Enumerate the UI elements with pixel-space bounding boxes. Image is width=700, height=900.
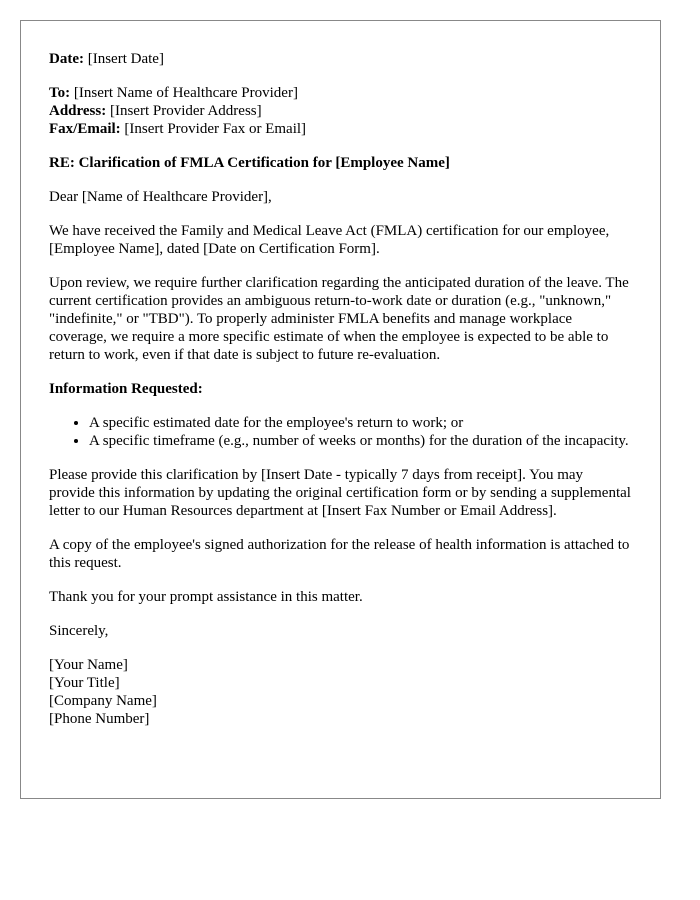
list-item: • A specific estimated date for the employee's return to work; or (89, 414, 632, 432)
subject-line: RE: Clarification of FMLA Certification for [Employee Name] (49, 155, 450, 171)
signer-title: [Your Title] (49, 675, 120, 691)
to-line (49, 84, 632, 102)
closing-word: Sincerely, (49, 623, 109, 639)
date-line (49, 50, 632, 68)
recipient-block (49, 84, 632, 138)
salutation: Dear [Name of Healthcare Provider], (49, 189, 272, 205)
requested-list (49, 414, 632, 450)
signature-block (49, 656, 632, 728)
requested-heading: Information Requested: (49, 381, 203, 397)
deadline-paragraph: Please provide this clarification by [Insert Date - typically 7 days from receipt]. You may provide this information by updating the original certification form or by sending a supplemental letter to our Human Resources department at [Insert Fax Number or Email Address]. (49, 467, 631, 519)
letter-document (20, 20, 661, 799)
address-value: [Insert Provider Address] (109, 103, 262, 119)
attachment-paragraph: A copy of the employee's signed authorization for the release of health information is attached to this request. (49, 537, 630, 571)
date-label: Date: (49, 51, 84, 67)
fax-line (49, 120, 632, 138)
address-label: Address: (49, 103, 107, 119)
review-paragraph: Upon review, we require further clarification regarding the anticipated duration of the leave. The current certification provides an ambiguous return-to-work date or duration (e.g., "unknown," "indefinite," or "TBD"). To properly administer FMLA benefits and manage workplace coverage, we require a more specific estimate of when the employee is expected to be able to return to work, even if that date is subject to future re-evaluation. (49, 275, 629, 363)
list-item: • A specific timeframe (e.g., number of weeks or months) for the duration of the incapacity. (89, 432, 632, 450)
intro-paragraph: We have received the Family and Medical Leave Act (FMLA) certification for our employee, [Employee Name], dated [Date on Certification Form]. (49, 223, 610, 257)
fax-value: [Insert Provider Fax or Email] (124, 121, 307, 137)
fax-label: Fax/Email: (49, 121, 121, 137)
phone-number: [Phone Number] (49, 711, 150, 727)
to-label: To: (49, 85, 71, 101)
company-name: [Company Name] (49, 693, 157, 709)
thanks-paragraph: Thank you for your prompt assistance in this matter. (49, 589, 363, 605)
date-value: [Insert Date] (87, 51, 164, 67)
signer-name: [Your Name] (49, 657, 128, 673)
to-value: [Insert Name of Healthcare Provider] (73, 85, 298, 101)
address-line (49, 102, 632, 120)
